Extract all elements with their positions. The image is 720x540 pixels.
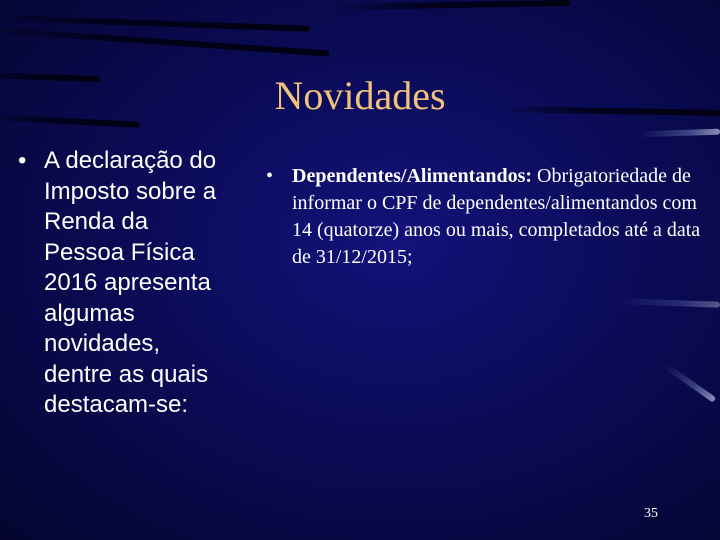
- decorative-streak: [640, 129, 720, 138]
- decorative-streak: [0, 14, 310, 32]
- right-bullet-content: [292, 163, 711, 271]
- decorative-streak: [664, 363, 717, 402]
- slide-title: Novidades: [274, 73, 446, 118]
- decorative-streak: [330, 0, 570, 10]
- bullet-marker: •: [266, 165, 274, 187]
- right-bullet-term: Dependentes/Alimentandos:: [292, 165, 533, 187]
- bullet-item: [18, 146, 218, 421]
- right-bullet-block: [266, 163, 711, 271]
- left-bullet-text: A declaração do Imposto sobre a Renda da Pessoa Física 2016 apresenta algumas novidades, dentre as quais destacam-se:: [44, 147, 217, 418]
- bullet-marker: •: [18, 147, 27, 174]
- bullet-item: [266, 163, 711, 271]
- page-number: 35: [644, 506, 658, 521]
- decorative-streak: [620, 298, 720, 307]
- left-bullet-block: [18, 146, 218, 421]
- right-bullet-text: Obrigatoriedade de informar o CPF de dependentes/alimentandos com 14 (quatorze) anos ou mais, completados até a data de 31/12/2015;: [292, 165, 701, 268]
